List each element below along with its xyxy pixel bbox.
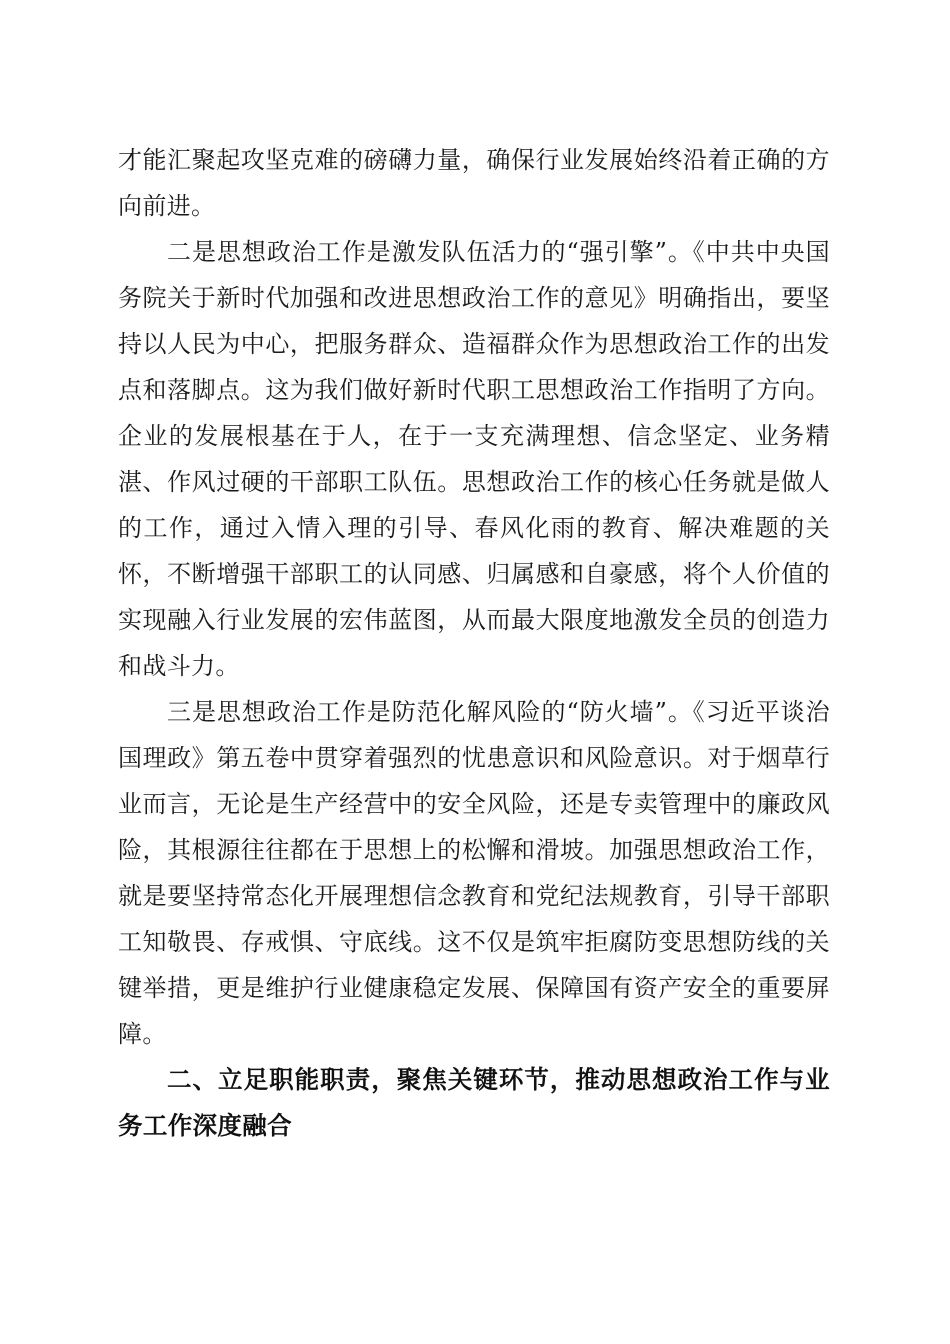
- document-body: [118, 137, 830, 1149]
- paragraph-point-three: 三是思想政治工作是防范化解风险的“防火墙”。《习近平谈治国理政》第五卷中贯穿着强烈的忧患意识和风险意识。对于烟草行业而言，无论是生产经营中的安全风险，还是专卖管理中的廉政风险，其根源往往都在于思想上的松懈和滑坡。加强思想政治工作，就是要坚持常态化开展理想信念教育和党纪法规教育，引导干部职工知敬畏、存戒惧、守底线。这不仅是筑牢拒腐防变思想防线的关键举措，更是维护行业健康稳定发展、保障国有资产安全的重要屏障。: [118, 698, 830, 1048]
- section-heading: 二、立足职能职责，聚焦关键环节，推动思想政治工作与业务工作深度融合: [118, 1065, 830, 1140]
- paragraph-continuation: 才能汇聚起攻坚克难的磅礴力量，确保行业发展始终沿着正确的方向前进。: [118, 146, 830, 220]
- paragraph-point-two: 二是思想政治工作是激发队伍活力的“强引擎”。《中共中央国务院关于新时代加强和改进思想政治工作的意见》明确指出，要坚持以人民为中心，把服务群众、造福群众作为思想政治工作的出发点和落脚点。这为我们做好新时代职工思想政治工作指明了方向。企业的发展根基在于人，在于一支充满理想、信念坚定、业务精湛、作风过硬的干部职工队伍。思想政治工作的核心任务就是做人的工作，通过入情入理的引导、春风化雨的教育、解决难题的关怀，不断增强干部职工的认同感、归属感和自豪感，将个人价值的实现融入行业发展的宏伟蓝图，从而最大限度地激发全员的创造力和战斗力。: [118, 238, 830, 680]
